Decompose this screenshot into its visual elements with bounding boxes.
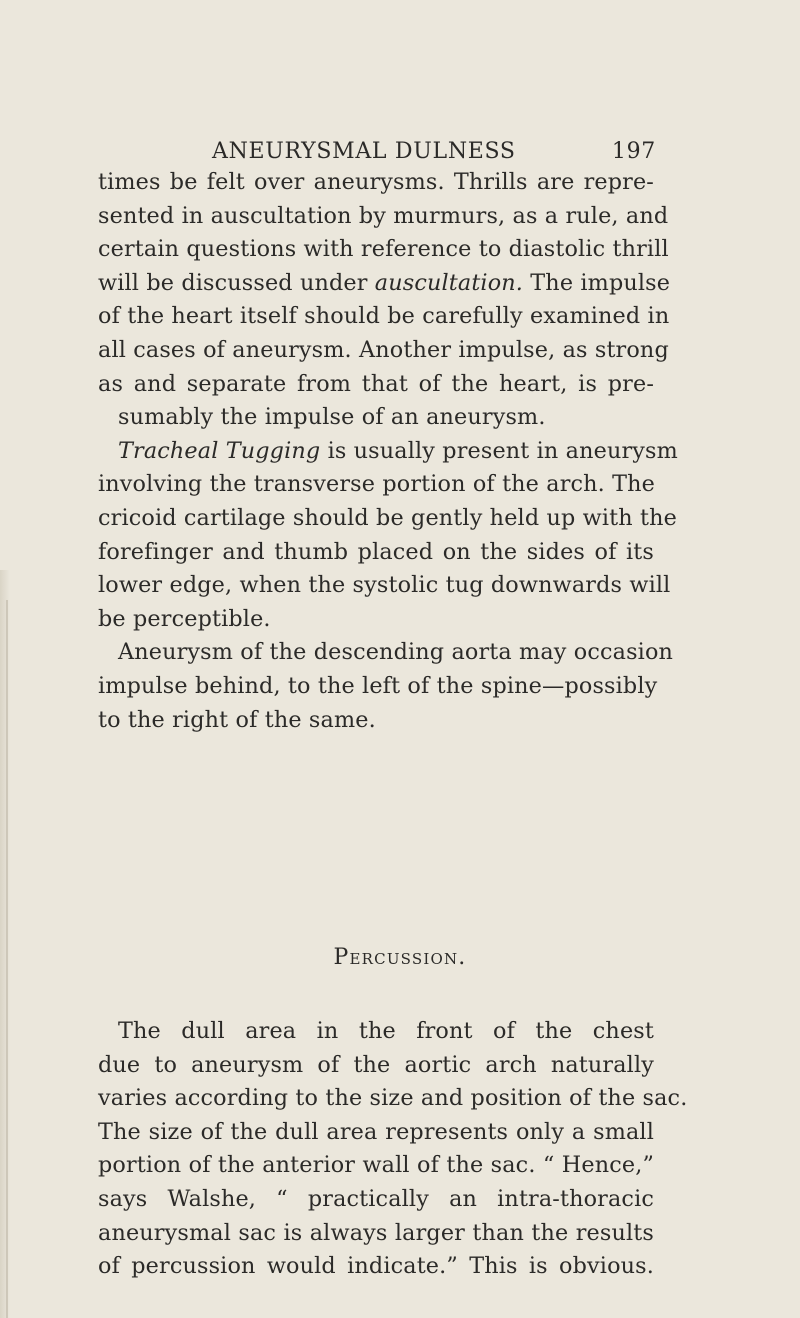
text-line: says Walshe, “ practically an intra-thoracic [98,1185,654,1212]
page-edge-shadow [0,570,10,1318]
text-line: of the heart itself should be carefully examined in [98,303,670,330]
paragraph-block-2 [98,1015,688,1284]
text-line: The size of the dull area represents only a small [98,1118,654,1145]
text-line: of percussion would indicate.” This is obvious. [98,1253,654,1280]
text-line: aneurysmal sac is always larger than the results [98,1219,654,1246]
text-line: Aneurysm of the descending aorta may occasion [118,639,674,666]
text-line: sumably the impulse of an aneurysm. [118,404,546,431]
text-line: times be felt over aneurysms. Thrills are repre- [98,169,654,195]
section-heading: Percussion. [333,945,467,970]
text-line: varies according to the size and position of the sac. [98,1085,688,1112]
text-line: certain questions with reference to diastolic thrill [98,236,669,263]
text-line: all cases of aneurysm. Another impulse, as strong [98,336,669,363]
text-line: The dull area in the front of the chest [118,1018,654,1044]
text-run: will be discussed under [98,269,375,296]
italic-term-auscultation: auscultation. [374,269,524,296]
text-line: lower edge, when the systolic tug downwards will [98,572,671,599]
text-run: is usually present in aneurysm [320,437,678,464]
text-line: forefinger and thumb placed on the sides of its [98,538,654,565]
text-line: due to aneurysm of the aortic arch naturally [98,1051,654,1078]
text-line: impulse behind, to the left of the spine—possibly [98,672,658,699]
text-line: be perceptible. [98,605,271,632]
text-line: portion of the anterior wall of the sac. “ Hence,” [98,1152,654,1179]
italic-term-tracheal-tugging: Tracheal Tugging [118,437,321,464]
text-line: cricoid cartilage should be gently held up with the [98,504,677,531]
text-line [98,435,678,469]
paragraph-block-1 [98,166,678,737]
running-head-title: ANEURYSMAL DULNESS [212,139,516,164]
text-line: to the right of the same. [98,706,376,733]
text-line: as and separate from that of the heart, is pre- [98,370,654,397]
running-head [212,139,656,167]
text-line [98,267,671,301]
page-number: 197 [611,139,656,164]
text-run: The impulse [523,269,671,296]
text-line: sented in auscultation by murmurs, as a rule, and [98,202,669,229]
text-line: involving the transverse portion of the arch. The [98,471,656,498]
